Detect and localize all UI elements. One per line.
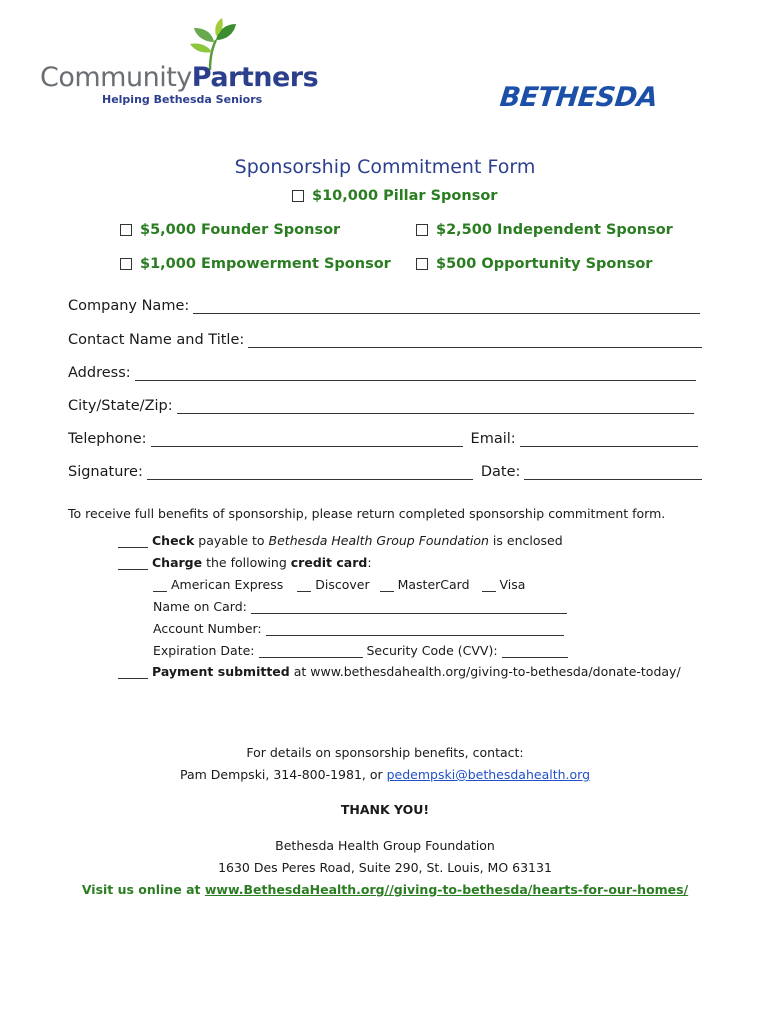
- city-state-zip-line[interactable]: [177, 399, 694, 414]
- charge-option: Charge the following credit card :: [118, 555, 372, 570]
- footer-address: 1630 Des Peres Road, Suite 290, St. Louis, MO 63131: [218, 860, 552, 875]
- account-number-field: Account Number:: [153, 621, 564, 636]
- telephone-line[interactable]: [151, 432, 463, 447]
- check-blank[interactable]: [118, 535, 148, 548]
- footer-org: Bethesda Health Group Foundation: [275, 838, 495, 853]
- contact-name-field[interactable]: Contact Name and Title:: [68, 332, 702, 348]
- intro-text: To receive full benefits of sponsorship, please return completed sponsorship commitment form.: [68, 506, 666, 521]
- form-title: Sponsorship Commitment Form: [234, 156, 536, 178]
- amex-blank[interactable]: [153, 579, 167, 592]
- thank-you: THANK YOU!: [340, 802, 430, 817]
- community-partners-logo: [40, 18, 319, 110]
- checkbox[interactable]: [416, 224, 428, 236]
- card-types-row: American Express Discover MasterCard Visa: [153, 577, 525, 592]
- payment-submitted-option: Payment submitted at www.bethesdahealth.org/giving-to-bethesda/donate-today/: [118, 664, 681, 679]
- check-option: Check payable to Bethesda Health Group Foundation is enclosed: [118, 533, 563, 548]
- address-line[interactable]: [135, 366, 696, 381]
- expiration-line[interactable]: [259, 645, 363, 658]
- date-line[interactable]: [524, 465, 702, 480]
- checkbox[interactable]: [292, 190, 304, 202]
- checkbox[interactable]: [120, 224, 132, 236]
- bethesda-logo: BETHESDA: [498, 82, 659, 113]
- company-name-field[interactable]: Company Name:: [68, 298, 700, 314]
- contact-line: Pam Dempski, 314-800-1981, or pedempski@bethesdahealth.org: [179, 767, 591, 782]
- payment-submitted-blank[interactable]: [118, 666, 148, 679]
- contact-heading: For details on sponsorship benefits, contact:: [246, 745, 524, 760]
- checkbox[interactable]: [416, 258, 428, 270]
- discover-blank[interactable]: [297, 579, 311, 592]
- company-name-line[interactable]: [193, 299, 700, 314]
- email-line[interactable]: [520, 432, 698, 447]
- option-opportunity[interactable]: $500 Opportunity Sponsor: [416, 256, 652, 272]
- option-independent[interactable]: $2,500 Independent Sponsor: [416, 222, 673, 238]
- expiration-cvv-row: Expiration Date: Security Code (CVV):: [153, 643, 568, 658]
- contact-email-link[interactable]: pedempski@bethesdahealth.org: [386, 767, 591, 782]
- footer-website-link[interactable]: www.BethesdaHealth.org//giving-to-bethesda/hearts-for-our-homes/: [204, 882, 689, 897]
- footer-visit: Visit us online at www.BethesdaHealth.org//giving-to-bethesda/hearts-for-our-homes/: [81, 882, 689, 897]
- charge-blank[interactable]: [118, 557, 148, 570]
- option-founder[interactable]: $5,000 Founder Sponsor: [120, 222, 340, 238]
- contact-name-line[interactable]: [248, 333, 702, 348]
- name-on-card-field: Name on Card:: [153, 599, 567, 614]
- signature-date-row: Signature: Date:: [68, 464, 702, 480]
- mastercard-blank[interactable]: [380, 579, 394, 592]
- cp-logo-text: CommunityPartners: [40, 62, 319, 93]
- cp-logo-tagline: Helping Bethesda Seniors: [102, 93, 263, 106]
- visa-blank[interactable]: [482, 579, 496, 592]
- city-state-zip-field[interactable]: City/State/Zip:: [68, 398, 694, 414]
- name-on-card-line[interactable]: [251, 601, 567, 614]
- signature-line[interactable]: [147, 465, 473, 480]
- option-pillar[interactable]: $10,000 Pillar Sponsor: [292, 188, 497, 204]
- telephone-email-row: Telephone: Email:: [68, 431, 698, 447]
- checkbox[interactable]: [120, 258, 132, 270]
- cvv-line[interactable]: [502, 645, 568, 658]
- address-field[interactable]: Address:: [68, 365, 696, 381]
- account-number-line[interactable]: [266, 623, 564, 636]
- option-empowerment[interactable]: $1,000 Empowerment Sponsor: [120, 256, 391, 272]
